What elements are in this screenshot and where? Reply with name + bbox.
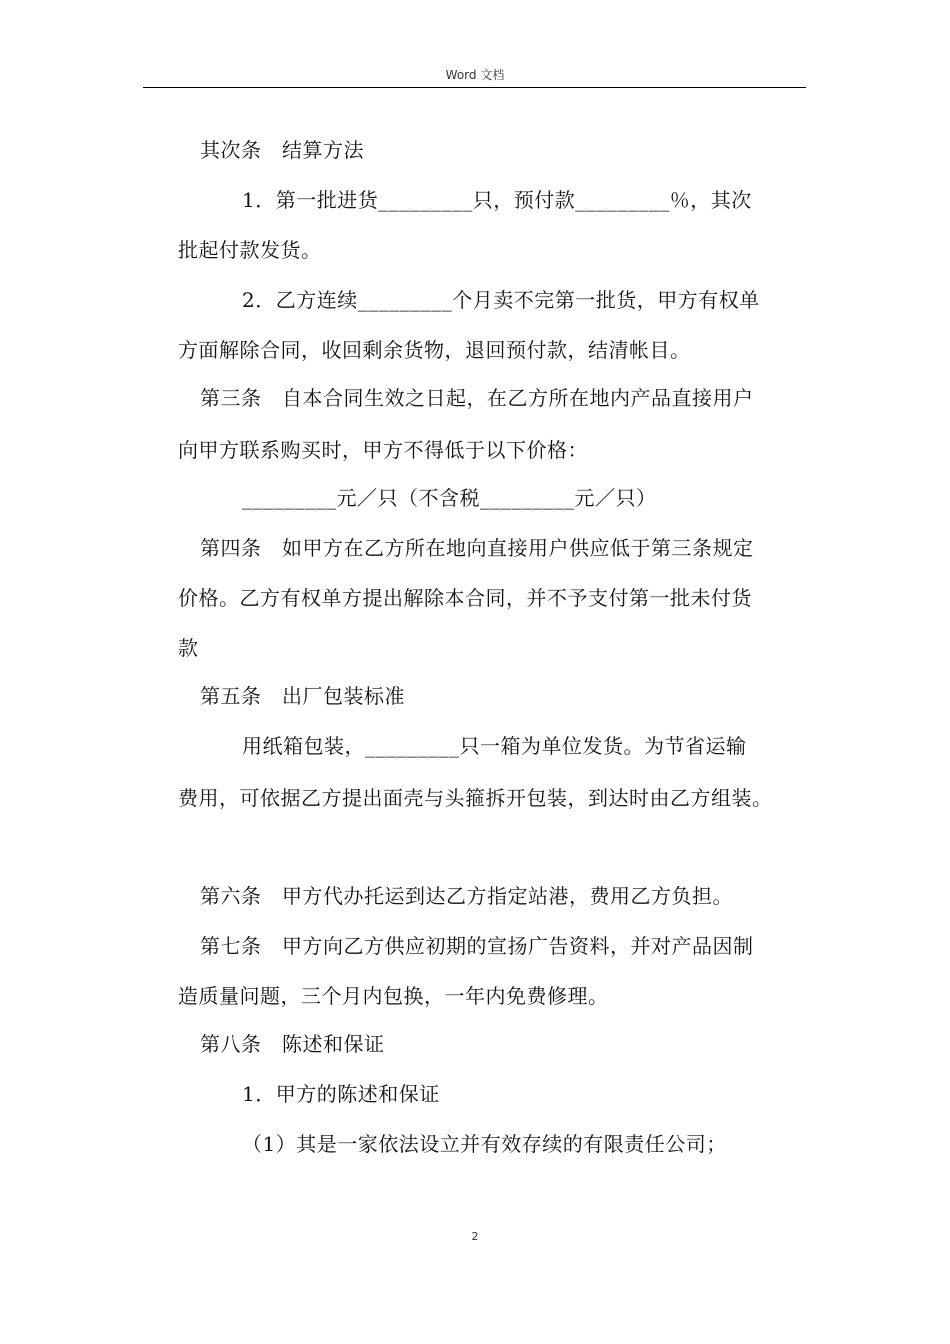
article-three-line: 第三条 自本合同生效之日起，在乙方所在地内产品直接用户 xyxy=(200,386,754,410)
paragraph-line: 向甲方联系购买时，甲方不得低于以下价格： xyxy=(178,438,588,462)
article-seven-line: 第七条 甲方向乙方供应初期的宣扬广告资料，并对产品因制 xyxy=(200,934,754,958)
paragraph-line: 1．第一批进货_________只，预付款_________％，其次 xyxy=(242,188,752,212)
article-four-line: 第四条 如甲方在乙方所在地向直接用户供应低于第三条规定 xyxy=(200,536,754,560)
paragraph-line: 2．乙方连续_________个月卖不完第一批货，甲方有权单 xyxy=(242,288,760,312)
article-five-heading: 第五条 出厂包装标准 xyxy=(200,684,405,708)
article-eight-heading: 第八条 陈述和保证 xyxy=(200,1032,385,1056)
paragraph-line: 费用，可依据乙方提出面壳与头箍拆开包装，到达时由乙方组装。 xyxy=(178,786,773,810)
page-number: 2 xyxy=(471,1230,479,1243)
article-six-line: 第六条 甲方代办托运到达乙方指定站港，费用乙方负担。 xyxy=(200,884,733,908)
paragraph-line: 款 xyxy=(178,636,199,660)
paragraph-line: 造质量问题，三个月内包换，一年内免费修理。 xyxy=(178,984,609,1008)
section-heading-settlement: 其次条 结算方法 xyxy=(200,138,364,162)
paragraph-line: 批起付款发货。 xyxy=(178,238,322,262)
list-item: （1）其是一家依法设立并有效存续的有限责任公司； xyxy=(242,1132,727,1156)
paragraph-line: 用纸箱包装，_________只一箱为单位发货。为节省运输 xyxy=(242,734,747,758)
paragraph-line: 价格。乙方有权单方提出解除本合同，并不予支付第一批未付货 xyxy=(178,586,752,610)
price-line: _________元／只（不含税_________元／只） xyxy=(242,486,657,510)
paragraph-line: 方面解除合同，收回剩余货物，退回预付款，结清帐目。 xyxy=(178,338,691,362)
page-header: Word 文档 xyxy=(445,68,505,82)
subsection-heading: 1．甲方的陈述和保证 xyxy=(242,1082,440,1106)
header-divider xyxy=(143,87,806,88)
